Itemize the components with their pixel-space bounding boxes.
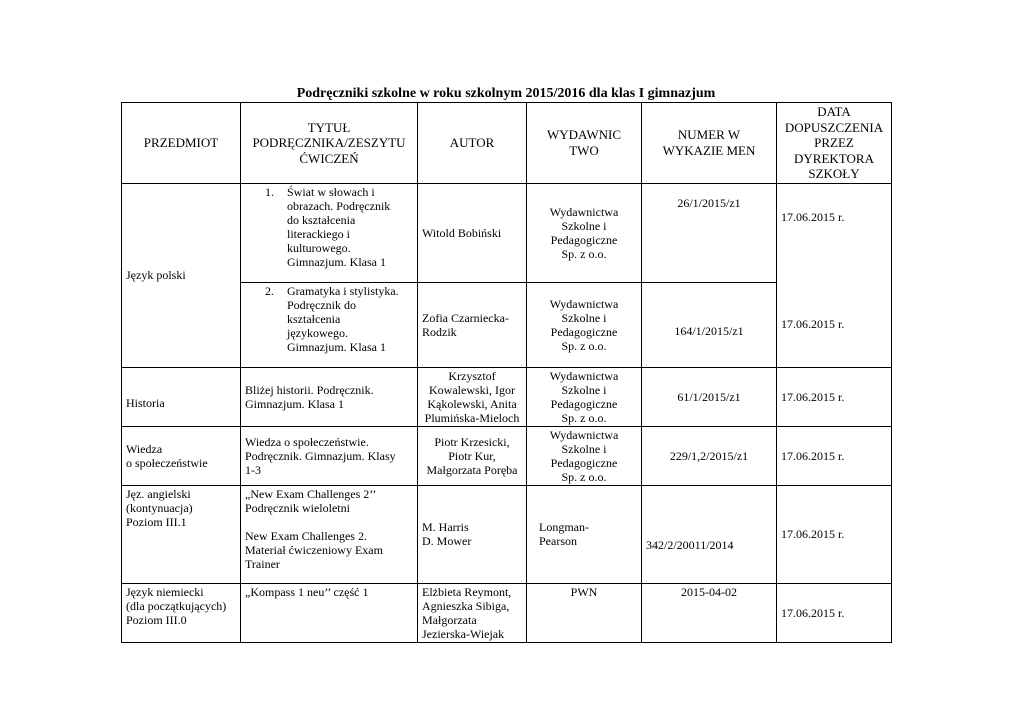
number-cell: 164/1/2015/z1 — [642, 282, 777, 367]
author-cell: Witold Bobiński — [418, 183, 527, 282]
list-number: 2. — [265, 283, 274, 298]
document-title: Podręczniki szkolne w roku szkolnym 2015/2016 dla klas I gimnazjum — [296, 86, 716, 101]
publisher-cell: Wydawnictwa Szkolne i Pedagogiczne Sp. z o.o. — [527, 282, 642, 367]
date-cell: 17.06.2015 r. — [777, 183, 892, 282]
table-row — [122, 583, 892, 642]
book-title: Świat w słowach i obrazach. Podręcznik do kształcenia literackiego i kulturowego. Gimnazjum. Klasa 1 — [287, 184, 391, 269]
list-number: 1. — [265, 184, 274, 199]
date-cell: 17.06.2015 r. — [777, 367, 892, 426]
subject-cell — [122, 183, 241, 367]
subject-label: Język polski — [126, 268, 186, 282]
subject-cell: Wiedza o społeczeństwie — [122, 426, 241, 485]
title-cell: Wiedza o społeczeństwie. Podręcznik. Gimnazjum. Klasy 1-3 — [241, 426, 418, 485]
textbook-table — [121, 102, 892, 643]
number-cell: 229/1,2/2015/z1 — [642, 426, 777, 485]
table-row — [122, 485, 892, 583]
table-row — [122, 426, 892, 485]
book-title: Gramatyka i stylistyka. Podręcznik do kształcenia językowego. Gimnazjum. Klasa 1 — [287, 283, 399, 354]
author-cell: M. Harris D. Mower — [418, 485, 527, 583]
table-row — [122, 367, 892, 426]
author-cell: Elżbieta Reymont, Agnieszka Sibiga, Małgorzata Jezierska-Wiejak — [418, 583, 527, 642]
author-cell: Krzysztof Kowalewski, Igor Kąkolewski, Anita Plumińska-Mieloch — [418, 367, 527, 426]
number-cell: 61/1/2015/z1 — [642, 367, 777, 426]
title-cell — [241, 183, 418, 282]
title-cell: „New Exam Challenges 2’’ Podręcznik wieloletni New Exam Challenges 2. Materiał ćwiczeniowy Exam Trainer — [241, 485, 418, 583]
author-cell: Piotr Krzesicki, Piotr Kur, Małgorzata Poręba — [418, 426, 527, 485]
header-tytul: TYTUŁ PODRĘCZNIKA/ZESZYTU ĆWICZEŃ — [241, 103, 418, 184]
publisher-cell: Wydawnictwa Szkolne i Pedagogiczne Sp. z o.o. — [527, 426, 642, 485]
publisher-cell: PWN — [527, 583, 642, 642]
date-cell: 17.06.2015 r. — [777, 583, 892, 642]
date-cell: 17.06.2015 r. — [777, 426, 892, 485]
header-przedmiot: PRZEDMIOT — [122, 103, 241, 184]
header-autor: AUTOR — [418, 103, 527, 184]
number-cell: 2015-04-02 — [642, 583, 777, 642]
title-cell: „Kompass 1 neu’’ część 1 — [241, 583, 418, 642]
header-numer: NUMER W WYKAZIE MEN — [642, 103, 777, 184]
header-row — [122, 103, 892, 184]
publisher-cell: Wydawnictwa Szkolne i Pedagogiczne Sp. z o.o. — [527, 367, 642, 426]
subject-cell: Jęz. angielski (kontynuacja) Poziom III.1 — [122, 485, 241, 583]
date-cell: 17.06.2015 r. — [777, 485, 892, 583]
subject-cell: Język niemiecki (dla początkujących) Poziom III.0 — [122, 583, 241, 642]
header-data: DATA DOPUSZCZENIA PRZEZ DYREKTORA SZKOŁY — [777, 103, 892, 184]
date-cell: 17.06.2015 r. — [777, 282, 892, 367]
title-cell — [241, 282, 418, 367]
subject-cell: Historia — [122, 367, 241, 426]
table-row — [122, 183, 892, 282]
number-cell: 342/2/20011/2014 — [642, 485, 777, 583]
publisher-cell: Wydawnictwa Szkolne i Pedagogiczne Sp. z o.o. — [527, 183, 642, 282]
author-cell: Zofia Czarniecka- Rodzik — [418, 282, 527, 367]
header-wydawnictwo: WYDAWNIC TWO — [527, 103, 642, 184]
number-cell: 26/1/2015/z1 — [642, 183, 777, 282]
publisher-cell: Longman- Pearson — [527, 485, 642, 583]
title-cell: Bliżej historii. Podręcznik. Gimnazjum. Klasa 1 — [241, 367, 418, 426]
